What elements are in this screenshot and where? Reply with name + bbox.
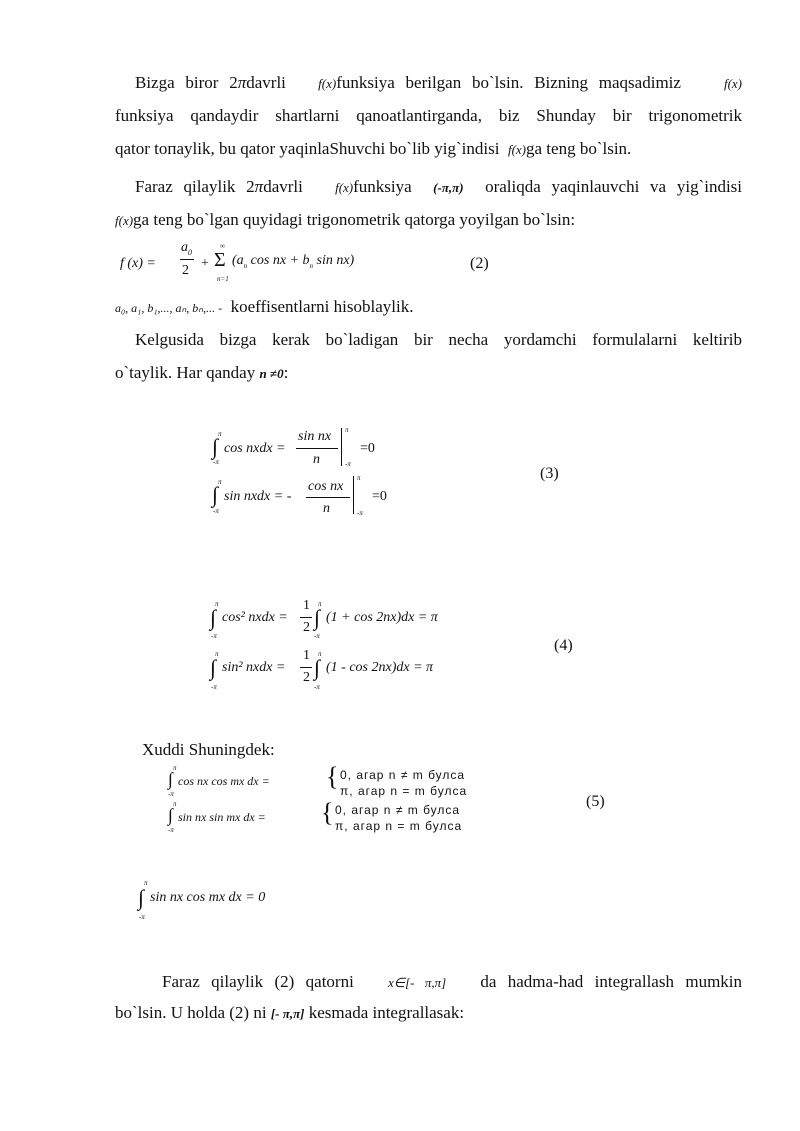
paragraph-1-line-1: Bizga biror 2πdavrli f(x)funksiya berilgan bo`lsin. Bizning maqsadimiz f(x) bbox=[135, 73, 743, 92]
equation-number-4: (4) bbox=[554, 637, 573, 654]
paragraph-3-line-2: o`taylik. Har qanday n ≠0: bbox=[115, 363, 289, 382]
paragraph-2-line-1: Faraz qilaylik 2πdavrli f(x)funksiya (-π,π) oraliqda yaqinlauvchi va yig`indisi bbox=[135, 177, 743, 196]
coefficients-line: a₀, a₁, b₁,..., aₙ, bₙ,... - koeffisentlarni hisoblaylik. bbox=[115, 297, 414, 316]
equation-number-5: (5) bbox=[586, 793, 605, 810]
paragraph-4: Xuddi Shuningdek: bbox=[142, 740, 275, 759]
paragraph-5-line-2: bo`lsin. U holda (2) ni [- π,π] kesmada integrallasak: bbox=[115, 1003, 465, 1022]
paragraph-1-line-2: funksiya qandaydir shartlarni qanoatlantirganda, biz Shunday bir trigonometrik bbox=[115, 106, 742, 125]
paragraph-2-line-2: f(x)ga teng bo`lgan quyidagi trigonometrik qatorga yoyilgan bo`lsin: bbox=[115, 210, 576, 229]
paragraph-1-line-3: qator toпaylik, bu qator yaqinlaShuvchi bo`lib yig`indisi f(x)ga teng bo`lsin. bbox=[115, 139, 632, 158]
a0-numerator: $a_0$ bbox=[181, 240, 192, 257]
paragraph-5-line-1: Faraz qilaylik (2) qatorni x∈[- π,π] da hadma-had integrallash mumkin bbox=[162, 972, 743, 991]
document-page: Bizga biror 2πdavrli f(x)funksiya berilgan bo`lsin. Bizning maqsadimiz f(x) funksiya qandaydir shartlarni qanoatlantirganda, biz Shunday bir trigonometrik qator toпaylik, bu qator yaqinlaShuvchi bo`lib yig`indisi f(x)ga teng bo`lsin. Faraz qilaylik 2πdavrli f(x)funksiya (-π,π) oraliqda yaqinlauvchi va yig`indisi f(x)ga teng bo`lgan quyidagi trigonometrik qatorga yoyilgan bo`lsin: f (x) = $a_0$ 2 + Σ ∞ n=1 ($a_n$ cos nx + $b_n$ sin nx) (2) a₀, a₁, b₁,..., aₙ, bₙ,... - koeffisentlarni hisoblaylik. Kelgusida bizga kerak bo`ladigan bir necha yordamchi formulalarni keltirib o`taylik. Har qanday n ≠0: ∫ π -π cos nxdx = sin nx n π -π =0 ∫ π -π sin nxdx = - cos nx n π -π =0 (3) ∫ π -π cos² nxdx = 1 2 ∫ π -π (1 + cos 2nx)dx = π ∫ π -π sin² nxdx = 1 2 ∫ π -π (1 - cos 2nx)dx = π (4) Xuddi Shuningdek: ∫ π -π cos nx cos mx dx = { 0, агар n ≠ m булса π, агар n = m булса ∫ π -π sin nx sin mx dx = { 0, агар n ≠ m булса π, агар n = m булса (5) ∫ π -π sin nx cos mx dx = 0 Faraz qilaylik (2) qatorni x∈[- π,π] da hadma-had integrallash mumkin bo`lsin. U holda (2) ni [- π,π] kesmada integrallasak: bbox=[0, 0, 800, 1131]
equation-number-2: (2) bbox=[470, 255, 489, 272]
equation-number-3: (3) bbox=[540, 465, 559, 482]
paragraph-3-line-1: Kelgusida bizga kerak bo`ladigan bir necha yordamchi formulalarni keltirib bbox=[135, 330, 742, 349]
